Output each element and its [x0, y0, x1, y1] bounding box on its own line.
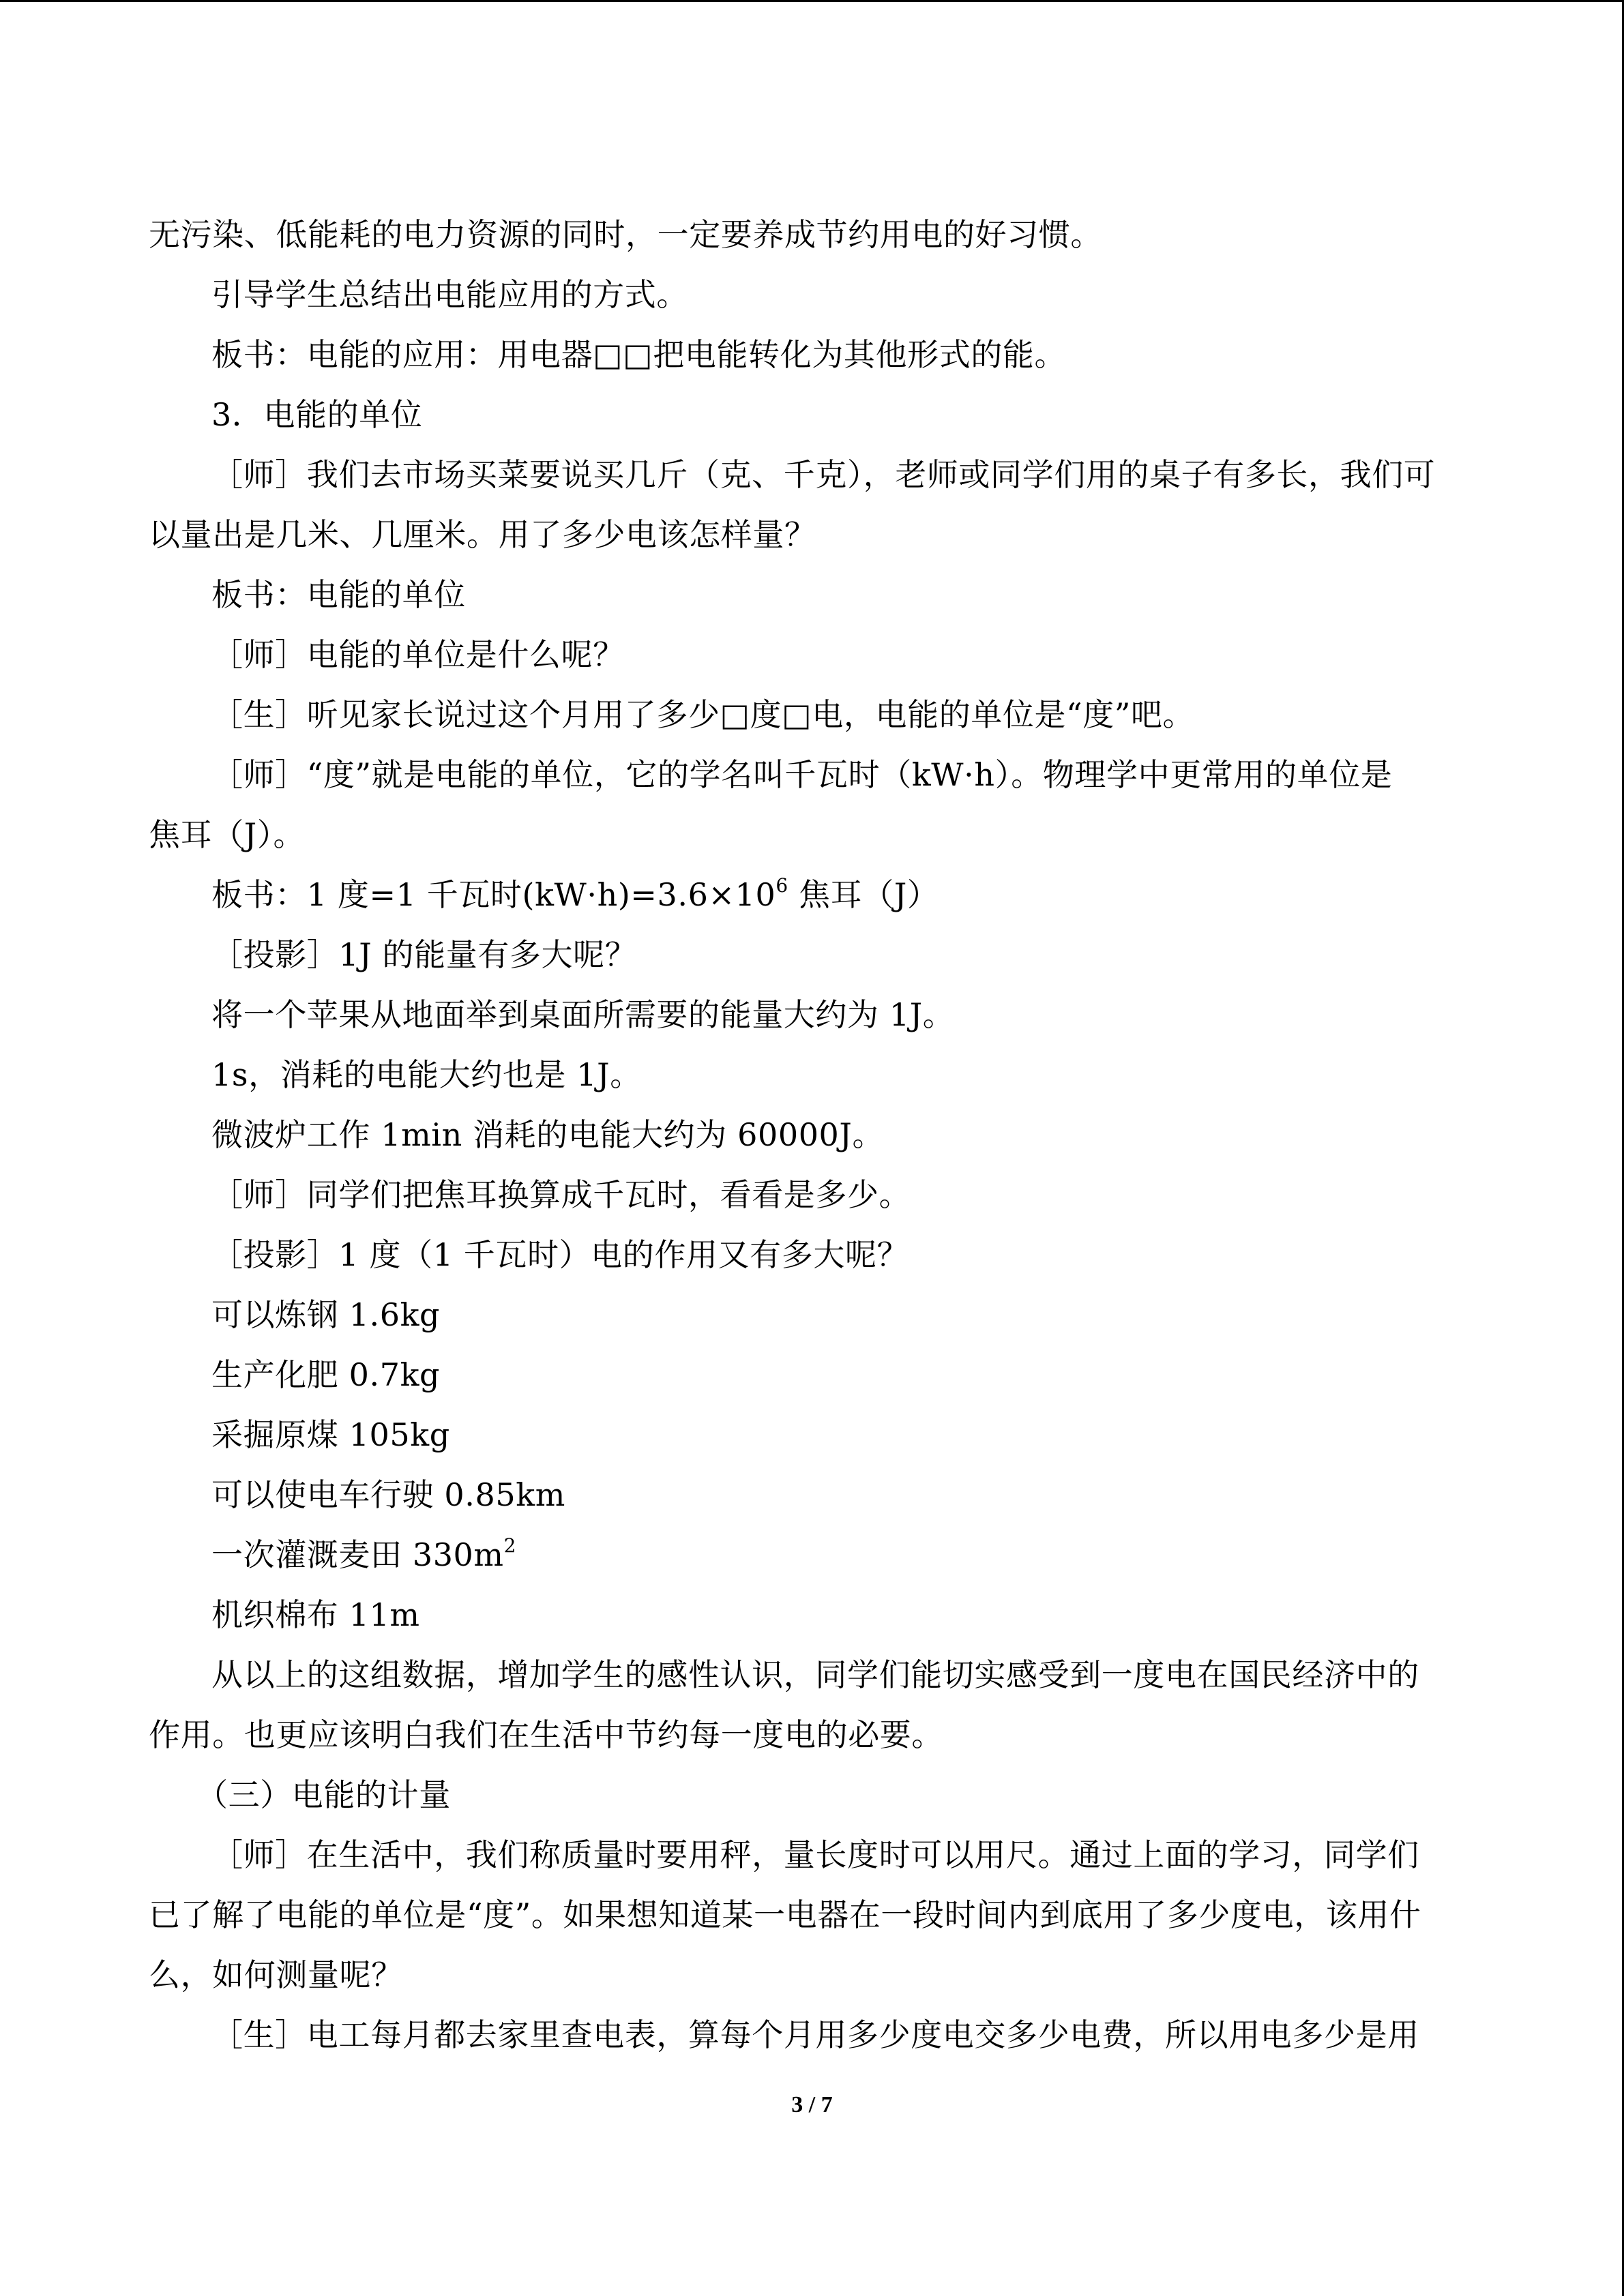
list-item: 机织棉布 11m	[211, 1596, 420, 1633]
list-item: 可以炼钢 1.6kg	[211, 1296, 441, 1333]
text-line: ［师］我们去市场买菜要说买几斤（克、千克），老师或同学们用的桌子有多长，我们可	[211, 456, 1436, 493]
text-line: ［师］电能的单位是什么呢？	[211, 636, 625, 673]
text-line: ［生］电工每月都去家里查电表，算每个月用多少度电交多少电费，所以用电多少是用	[211, 2016, 1419, 2053]
text-line: 板书：电能的单位	[211, 576, 466, 613]
text-line: ［师］“度”就是电能的单位，它的学名叫千瓦时（kW·h）。物理学中更常用的单位是	[211, 756, 1393, 793]
text-line: 板书：电能的应用：用电器□□把电能转化为其他形式的能。	[211, 336, 1067, 373]
section-heading: （三）电能的计量	[196, 1776, 451, 1813]
text-line: ［投影］1 度（1 千瓦时）电的作用又有多大呢？	[211, 1236, 909, 1273]
list-item: 生产化肥 0.7kg	[211, 1356, 441, 1393]
text-line: ［师］同学们把焦耳换算成千瓦时，看看是多少。	[211, 1176, 911, 1213]
list-item	[149, 1525, 1475, 1585]
text-line: 引导学生总结出电能应用的方式。	[211, 276, 688, 313]
page-number: 3 / 7	[791, 2092, 833, 2117]
document-body	[149, 205, 1475, 2065]
text-line: 1s，消耗的电能大约也是 1J。	[211, 1056, 642, 1093]
list-item: 可以使电车行驶 0.85km	[211, 1476, 565, 1513]
text-line: 么，如何测量呢？	[149, 1956, 403, 1993]
list-item: 采掘原煤 105kg	[211, 1416, 450, 1453]
text-line: 以量出是几米、几厘米。用了多少电该怎样量？	[149, 516, 816, 553]
unit-exponent: 2	[503, 1534, 517, 1557]
text-line: 将一个苹果从地面举到桌面所需要的能量大约为 1J。	[211, 996, 955, 1033]
text-line: 微波炉工作 1min 消耗的电能大约为 60000J。	[211, 1116, 885, 1153]
text-line: 焦耳（J）。	[149, 816, 306, 853]
text-line: 从以上的这组数据，增加学生的感性认识，同学们能切实感受到一度电在国民经济中的	[211, 1656, 1419, 1693]
text-line: 作用。也更应该明白我们在生活中节约每一度电的必要。	[149, 1716, 943, 1753]
formula-line	[149, 865, 1475, 925]
text-line: ［师］在生活中，我们称质量时要用秤，量长度时可以用尺。通过上面的学习，同学们	[211, 1836, 1419, 1873]
text-line: ［生］听见家长说过这个月用了多少□度□电，电能的单位是“度”吧。	[211, 696, 1195, 733]
formula-main: 板书：1 度=1 千瓦时(kW·h)=3.6×10	[211, 876, 776, 913]
text-line: 已了解了电能的单位是“度”。如果想知道某一电器在一段时间内到底用了多少度电，该用什	[149, 1896, 1421, 1933]
formula-unit: 焦耳（J）	[788, 876, 939, 913]
section-heading: 3．电能的单位	[211, 396, 423, 433]
list-item-text: 一次灌溉麦田 330m	[211, 1536, 504, 1573]
formula-exponent: 6	[776, 874, 788, 897]
text-line: ［投影］1J 的能量有多大呢？	[211, 936, 637, 973]
text-line: 无污染、低能耗的电力资源的同时，一定要养成节约用电的好习惯。	[149, 216, 1102, 253]
